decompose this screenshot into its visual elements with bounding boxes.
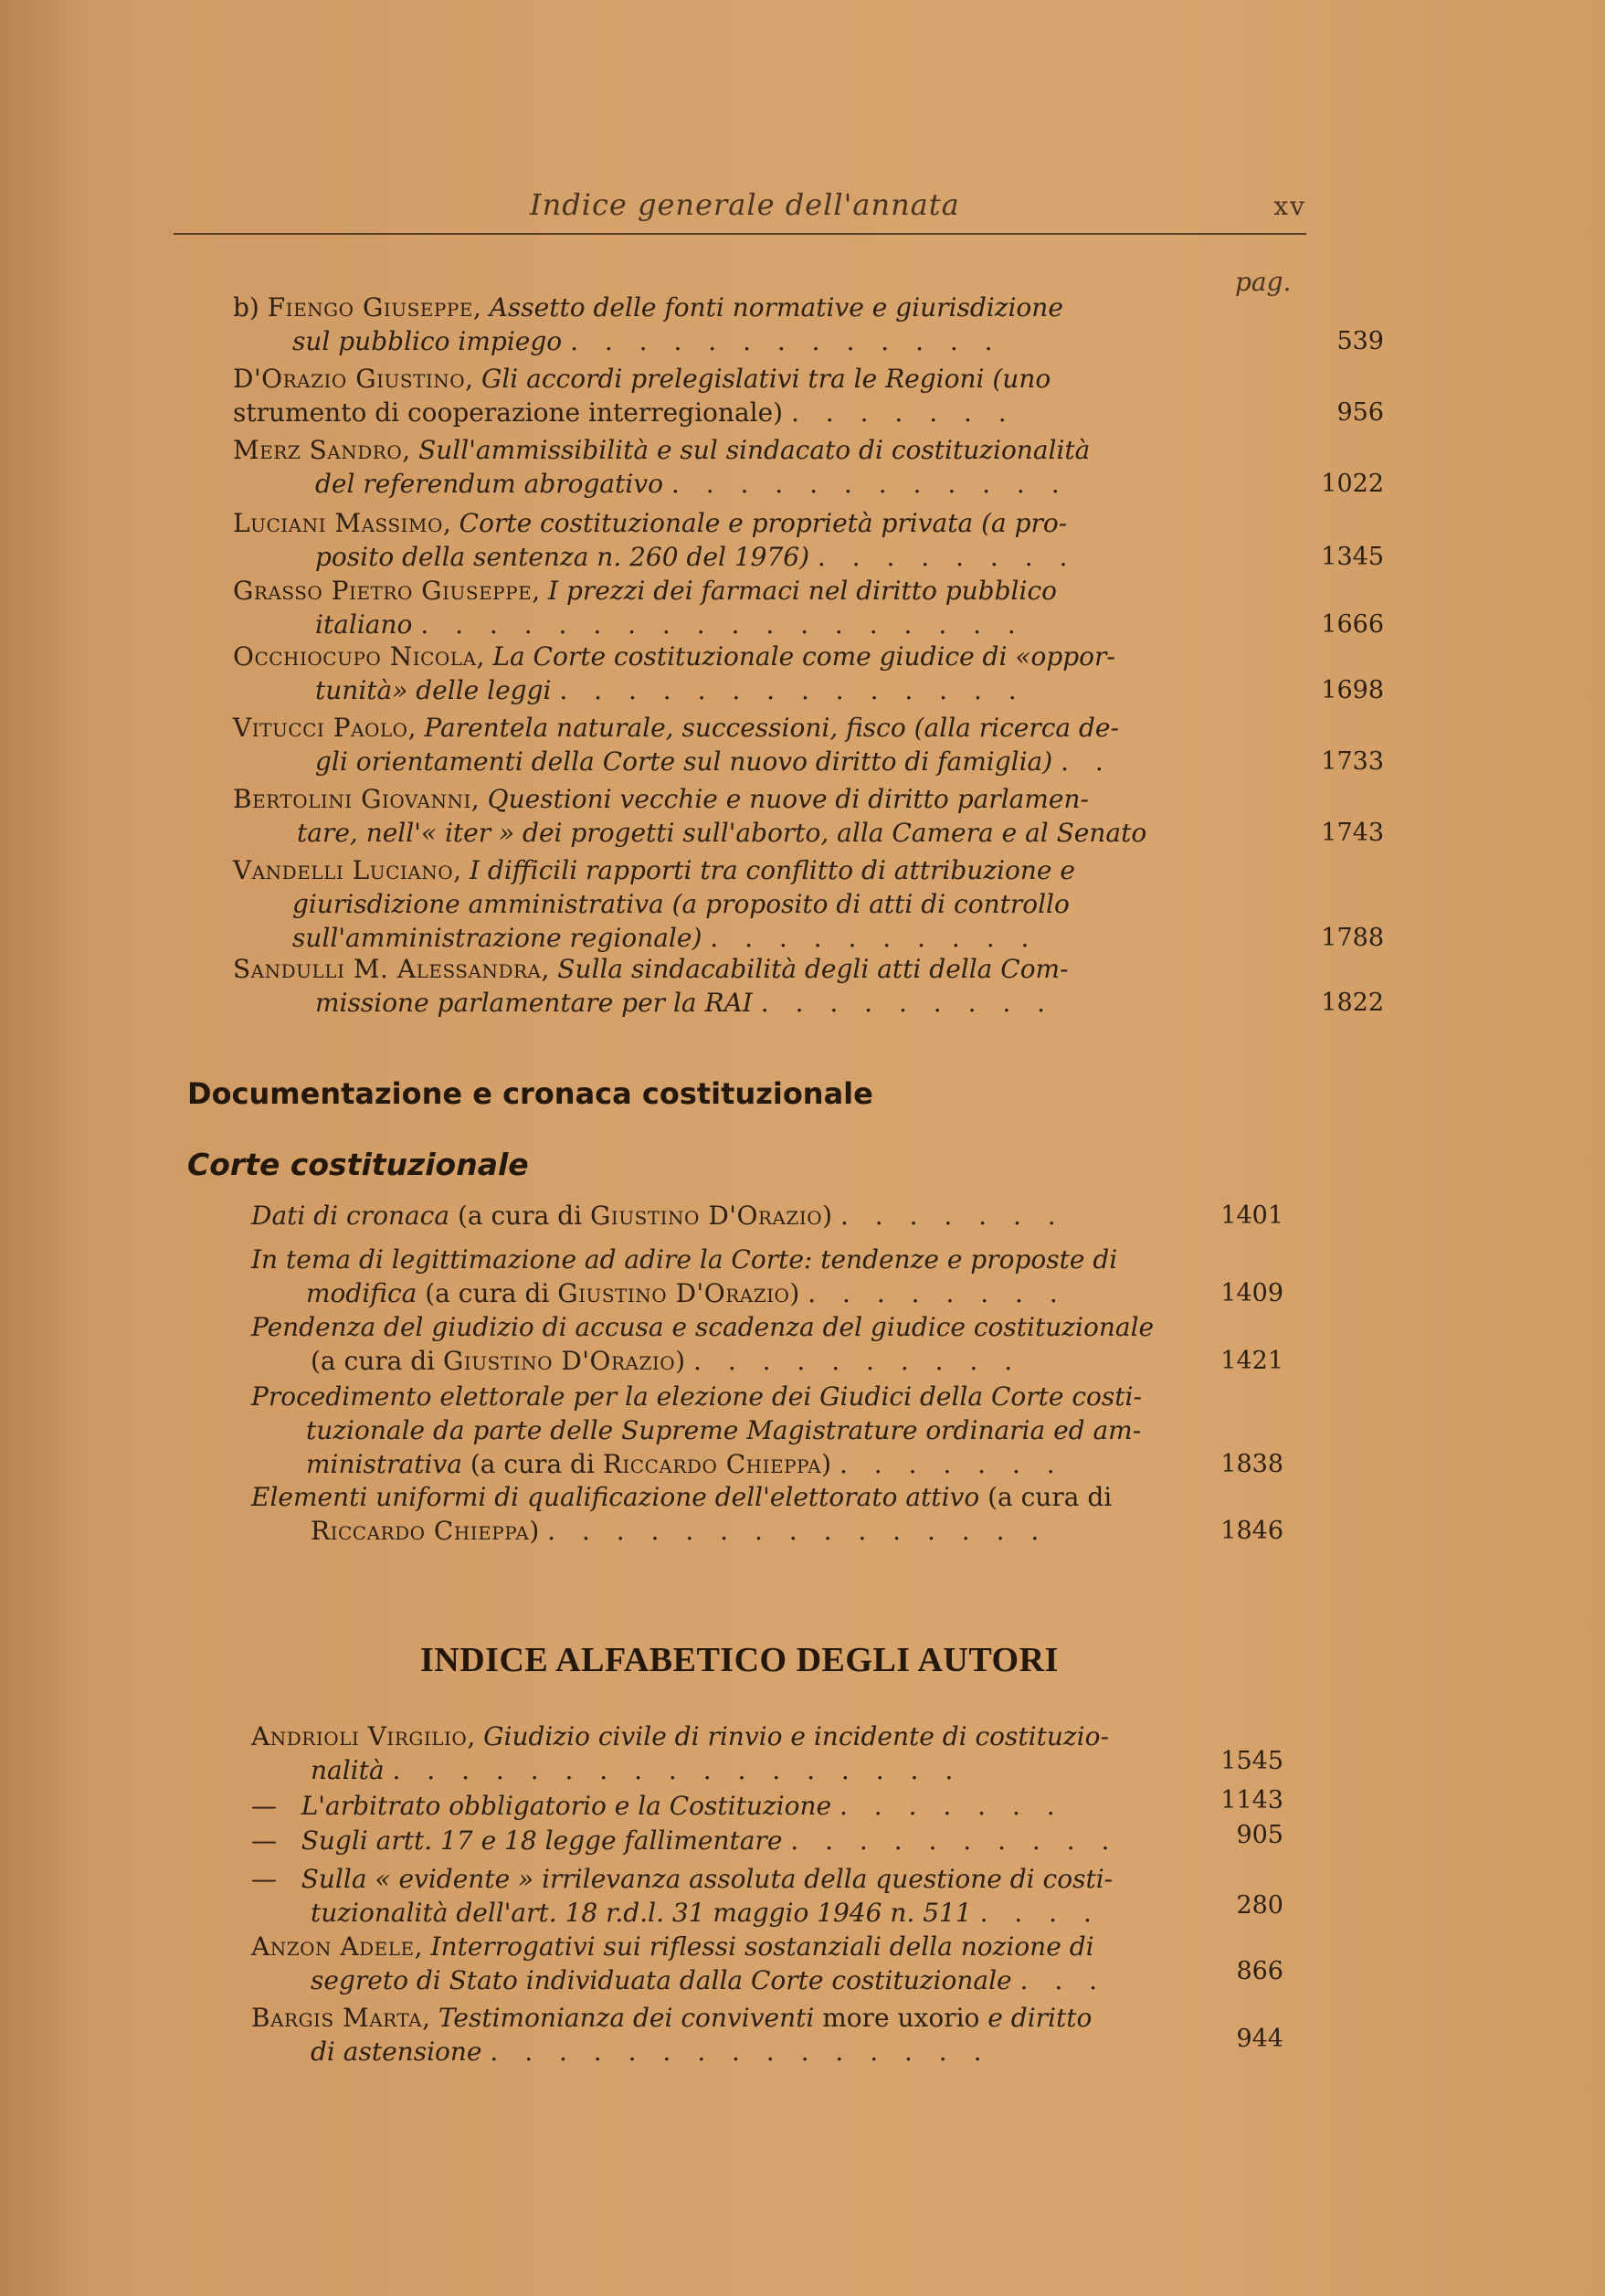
- entry-page: 1545: [1220, 1747, 1283, 1775]
- entry-title: Sull'ammissibilità e sul sindacato di costituzionalità: [418, 435, 1091, 465]
- entry-plain: ): [675, 1346, 686, 1376]
- entry-author: Sandulli M. Alessandra: [233, 954, 542, 984]
- entry-page: 1143: [1220, 1786, 1283, 1815]
- entry-title-cont: tuzionalità dell'art. 18 r.d.l. 31 maggio 1946 n. 511: [311, 1898, 972, 1928]
- toc-entry: Dati di cronaca (a cura di Giustino D'Orazio) . . . . . . . 1401: [251, 1201, 1283, 1231]
- entry-title: Questioni vecchie e nuove di diritto parlamen-: [487, 784, 1089, 814]
- entry-title-cont: di astensione: [311, 2037, 482, 2067]
- entry-title-cont: missione parlamentare per la RAI: [315, 988, 753, 1018]
- entry-page: 1846: [1220, 1517, 1283, 1545]
- entry-title-cont: gli orientamenti della Corte sul nuovo diritto di famiglia): [315, 746, 1053, 777]
- entry-plain: (a cura di: [417, 1278, 558, 1308]
- entry-author: Bargis Marta: [251, 2003, 423, 2033]
- entry-plain: more uxorio: [814, 2003, 988, 2033]
- entry-plain: (a cura di: [979, 1482, 1113, 1512]
- entry-page: 1743: [1321, 819, 1384, 847]
- section-title: Documentazione e cronaca costituzionale: [187, 1076, 873, 1111]
- entry-prefix: b): [233, 292, 268, 323]
- author-entry: Andrioli Virgilio, Giudizio civile di rinvio e incidente di costituzio- nalità . . . . . . . . . . . . . . . . . 1545: [251, 1721, 1283, 1785]
- entry-title: Assetto delle fonti normative e giurisdizione: [489, 292, 1063, 323]
- toc-entry: Procedimento elettorale per la elezione dei Giudici della Corte costi- tuzionale da parte delle Supreme Magistrature ordinaria ed am- ministrativa (a cura di Riccardo Chieppa) . . . . . . . 1838: [251, 1381, 1283, 1479]
- index-title: INDICE ALFABETICO DEGLI AUTORI: [420, 1641, 1059, 1679]
- entry-plain: ): [789, 1278, 800, 1308]
- entry-plain: ): [821, 1449, 832, 1479]
- entry-title-cont: sul pubblico impiego: [292, 326, 563, 356]
- entry-page: 1421: [1220, 1347, 1283, 1375]
- toc-entry: Sandulli M. Alessandra, Sulla sindacabilità degli atti della Com- missione parlamentare per la RAI . . . . . . . . . 1822: [233, 954, 1384, 1018]
- entry-title: Pendenza del giudizio di accusa e scadenza del giudice costituzionale: [251, 1312, 1155, 1342]
- ditto-dash: —: [251, 1791, 277, 1821]
- entry-title: I difficili rapporti tra conflitto di attribuzione e: [469, 855, 1075, 885]
- entry-author: Occhiocupo Nicola: [233, 641, 477, 672]
- toc-entry: D'Orazio Giustino, Gli accordi prelegislativi tra le Regioni (uno strumento di cooperazione interregionale) . . . . . . . 956: [233, 364, 1384, 428]
- entry-title: Procedimento elettorale per la elezione dei Giudici della Corte costi-: [251, 1381, 1142, 1412]
- author-entry: Bargis Marta, Testimonianza dei conviventi more uxorio e diritto di astensione . . . . . . . . . . . . . . . 944: [251, 2003, 1283, 2067]
- entry-title: Sugli artt. 17 e 18 legge fallimentare: [301, 1825, 783, 1856]
- ditto-dash: —: [251, 1825, 277, 1856]
- author-entry: — Sugli artt. 17 e 18 legge fallimentare . . . . . . . . . . 905: [251, 1824, 1201, 1857]
- entry-title: Giudizio civile di rinvio e incidente di costituzio-: [483, 1721, 1109, 1751]
- entry-author: Anzon Adele: [251, 1931, 415, 1962]
- entry-author: D'Orazio Giustino: [233, 364, 466, 394]
- header-page-number: xv: [1273, 191, 1306, 221]
- toc-entry: In tema di legittimazione ad adire la Corte: tendenze e proposte di modifica (a cura di Giustino D'Orazio) . . . . . . . . 1409: [251, 1244, 1283, 1308]
- entry-curator: Riccardo Chieppa: [311, 1516, 530, 1546]
- entry-title: Testimonianza dei conviventi: [438, 2003, 815, 2033]
- entry-page: 1838: [1220, 1450, 1283, 1478]
- toc-entry: Luciani Massimo, Corte costituzionale e proprietà privata (a pro- posito della sentenza n. 260 del 1976) . . . . . . . . 1345: [233, 508, 1384, 572]
- entry-page: 1022: [1321, 470, 1384, 498]
- entry-author: Vandelli Luciano: [233, 855, 454, 885]
- entry-title: Gli accordi prelegislativi tra le Regioni (uno: [480, 364, 1051, 394]
- entry-title-cont: sull'amministrazione regionale): [292, 923, 702, 953]
- entry-author: Luciani Massimo: [233, 508, 443, 538]
- entry-plain: (a cura di: [461, 1449, 603, 1479]
- entry-page: 539: [1336, 327, 1384, 355]
- entry-title: Parentela naturale, successioni, fisco (alla ricerca de-: [424, 713, 1119, 743]
- entry-page: 1401: [1220, 1201, 1283, 1230]
- entry-page: 1698: [1321, 676, 1384, 704]
- entry-author: Vitucci Paolo: [233, 713, 408, 743]
- entry-page: 944: [1236, 2025, 1283, 2053]
- header-title: Indice generale dell'annata: [530, 187, 960, 222]
- entry-title-cont: modifica: [306, 1278, 417, 1308]
- entry-title: Corte costituzionale e proprietà privata (a pro-: [459, 508, 1068, 538]
- entry-page: 280: [1236, 1891, 1283, 1920]
- entry-page: 905: [1236, 1821, 1283, 1849]
- entry-author: Fiengo Giuseppe: [267, 292, 473, 323]
- toc-entry: Vitucci Paolo, Parentela naturale, successioni, fisco (alla ricerca de- gli orientamenti della Corte sul nuovo diritto di famiglia) . . 1733: [233, 713, 1384, 777]
- entry-page: 1666: [1321, 610, 1384, 639]
- entry-title: Sulla sindacabilità degli atti della Com-: [557, 954, 1069, 984]
- entry-title-cont: ministrativa: [306, 1449, 462, 1479]
- running-header: [174, 187, 1306, 235]
- entry-title-cont: italiano: [315, 609, 413, 640]
- entry-author: Merz Sandro: [233, 435, 403, 465]
- entry-title-cont: segreto di Stato individuata dalla Corte costituzionale: [311, 1965, 1012, 1995]
- entry-plain: (a cura di: [449, 1201, 590, 1231]
- toc-entry: Occhiocupo Nicola, La Corte costituzionale come giudice di «oppor- tunità» delle leggi . . . . . . . . . . . . . . 1698: [233, 641, 1384, 705]
- entry-title-cont: posito della sentenza n. 260 del 1976): [315, 542, 809, 572]
- entry-author: Grasso Pietro Giuseppe: [233, 576, 533, 606]
- toc-entry: Bertolini Giovanni, Questioni vecchie e nuove di diritto parlamen- tare, nell'« iter » dei progetti sull'aborto, alla Camera e al Senato 1743: [233, 784, 1384, 848]
- toc-entry: b) Fiengo Giuseppe, Assetto delle fonti normative e giurisdizione sul pubblico impiego . . . . . . . . . . . . . 539: [233, 292, 1384, 356]
- entry-title: In tema di legittimazione ad adire la Corte: tendenze e proposte di: [251, 1244, 1118, 1275]
- entry-title: L'arbitrato obbligatorio e la Costituzione: [301, 1791, 832, 1821]
- author-entry: Anzon Adele, Interrogativi sui riflessi sostanziali della nozione di segreto di Stato individuata dalla Corte costituzionale . . . 866: [251, 1931, 1283, 1995]
- entry-page: 1409: [1220, 1279, 1283, 1307]
- entry-title-cont: del referendum abrogativo: [315, 469, 663, 499]
- entry-plain: (a cura di: [311, 1346, 443, 1376]
- entry-title-cont: tuzionale da parte delle Supreme Magistrature ordinaria ed am-: [306, 1415, 1142, 1445]
- entry-curator: Giustino D'Orazio: [443, 1346, 676, 1376]
- entry-plain: ): [822, 1201, 833, 1231]
- entry-title: Interrogativi sui riflessi sostanziali della nozione di: [430, 1931, 1094, 1962]
- toc-entry: Elementi uniformi di qualificazione dell'elettorato attivo (a cura di Riccardo Chieppa) . . . . . . . . . . . . . . . 1846: [251, 1482, 1283, 1546]
- entry-curator: Giustino D'Orazio: [589, 1201, 823, 1231]
- entry-title-cont: tunità» delle leggi: [315, 675, 552, 705]
- ditto-dash: —: [251, 1864, 277, 1894]
- entry-page: 1788: [1321, 924, 1384, 952]
- entry-title: La Corte costituzionale come giudice di «oppor-: [492, 641, 1115, 672]
- toc-entry: Pendenza del giudizio di accusa e scadenza del giudice costituzionale (a cura di Giustino D'Orazio) . . . . . . . . . . 1421: [251, 1312, 1283, 1376]
- toc-entry: Grasso Pietro Giuseppe, I prezzi dei farmaci nel diritto pubblico italiano . . . . . . . . . . . . . . . . . . 1666: [233, 576, 1384, 640]
- author-entry: — Sulla « evidente » irrilevanza assoluta della questione di costi- tuzionalità dell'art. 18 r.d.l. 31 maggio 1946 n. 511 . . . . 280: [251, 1864, 1283, 1928]
- pag-label: pag.: [1235, 267, 1292, 297]
- entry-curator: Giustino D'Orazio: [557, 1278, 790, 1308]
- entry-plain: ): [529, 1516, 540, 1546]
- author-entry: — L'arbitrato obbligatorio e la Costituzione . . . . . . . 1143: [251, 1789, 1201, 1823]
- entry-curator: Riccardo Chieppa: [602, 1449, 822, 1479]
- entry-title: Dati di cronaca: [251, 1201, 450, 1231]
- entry-title: Sulla « evidente » irrilevanza assoluta della questione di costi-: [301, 1864, 1114, 1894]
- entry-author: Bertolini Giovanni: [233, 784, 471, 814]
- entry-page: 1345: [1321, 543, 1384, 571]
- entry-title: e diritto: [987, 2003, 1093, 2033]
- entry-title-cont: strumento di cooperazione interregionale): [233, 397, 784, 428]
- entry-title-cont: tare, nell'« iter » dei progetti sull'aborto, alla Camera e al Senato: [297, 818, 1147, 848]
- entry-title-cont: nalità: [311, 1755, 385, 1785]
- toc-entry: Vandelli Luciano, I difficili rapporti tra conflitto di attribuzione e giurisdizione amministrativa (a proposito di atti di controllo sull'amministrazione regionale) . . . . . . . . . . 1788: [233, 855, 1384, 953]
- toc-entry: Merz Sandro, Sull'ammissibilità e sul sindacato di costituzionalità del referendum abrogativo . . . . . . . . . . . . 1022: [233, 435, 1384, 499]
- entry-page: 866: [1236, 1957, 1283, 1985]
- entry-title: I prezzi dei farmaci nel diritto pubblico: [548, 576, 1057, 606]
- entry-title-cont: giurisdizione amministrativa (a proposito di atti di controllo: [292, 889, 1070, 919]
- entry-page: 956: [1336, 398, 1384, 427]
- entry-page: 1822: [1321, 989, 1384, 1017]
- entry-page: 1733: [1321, 747, 1384, 776]
- entry-author: Andrioli Virgilio: [251, 1721, 468, 1751]
- entry-title: Elementi uniformi di qualificazione dell'elettorato attivo: [251, 1482, 980, 1512]
- sub-title: Corte costituzionale: [187, 1147, 529, 1182]
